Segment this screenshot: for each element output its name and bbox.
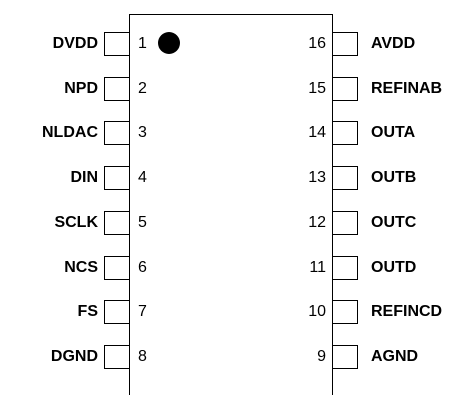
pin-3-lead (104, 121, 129, 145)
ic-package-body (129, 14, 333, 395)
pin-10-lead (333, 300, 358, 324)
pin-14-lead (333, 121, 358, 145)
pin-13-signal-label: OUTB (371, 169, 417, 186)
pin-14-signal-label: OUTA (371, 124, 416, 141)
pin-7-lead (104, 300, 129, 324)
pin-8-lead (104, 345, 129, 369)
pin-4-number: 4 (138, 169, 147, 186)
pin-13-number: 13 (308, 169, 326, 186)
pin-4-signal-label: DIN (70, 169, 98, 186)
pin-14-number: 14 (308, 124, 326, 141)
pin-6-number: 6 (138, 259, 147, 276)
pin-3-signal-label: NLDAC (42, 124, 98, 141)
pin-16-number: 16 (308, 35, 326, 52)
pin-8-signal-label: DGND (50, 348, 98, 365)
pin-7-number: 7 (138, 303, 147, 320)
pin-11-lead (333, 256, 358, 280)
pin-12-number: 12 (308, 214, 326, 231)
pin-9-lead (333, 345, 358, 369)
pin-15-signal-label: REFINAB (371, 80, 443, 97)
pin-2-lead (104, 77, 129, 101)
pin-16-signal-label: AVDD (371, 35, 416, 52)
pin-5-number: 5 (138, 214, 147, 231)
pin-5-lead (104, 211, 129, 235)
pin-2-number: 2 (138, 80, 147, 97)
pin-7-signal-label: FS (77, 303, 98, 320)
pin-4-lead (104, 166, 129, 190)
pin-9-number: 9 (317, 348, 326, 365)
pin-8-number: 8 (138, 348, 147, 365)
pin1-indicator-dot (158, 32, 180, 54)
pin-12-signal-label: OUTC (371, 214, 417, 231)
pin-6-lead (104, 256, 129, 280)
pin-1-lead (104, 32, 129, 56)
pin-3-number: 3 (138, 124, 147, 141)
pin-15-lead (333, 77, 358, 101)
pin-12-lead (333, 211, 358, 235)
pin-6-signal-label: NCS (64, 259, 98, 276)
pin-2-signal-label: NPD (64, 80, 98, 97)
pin-1-signal-label: DVDD (52, 35, 98, 52)
pin-9-signal-label: AGND (371, 348, 419, 365)
pin-5-signal-label: SCLK (54, 214, 98, 231)
pin-10-number: 10 (308, 303, 326, 320)
pin-11-signal-label: OUTD (371, 259, 417, 276)
pin-1-number: 1 (138, 35, 147, 52)
pin-10-signal-label: REFINCD (371, 303, 443, 320)
pin-13-lead (333, 166, 358, 190)
pin-16-lead (333, 32, 358, 56)
pin-11-number: 11 (309, 259, 326, 276)
pin-15-number: 15 (308, 80, 326, 97)
